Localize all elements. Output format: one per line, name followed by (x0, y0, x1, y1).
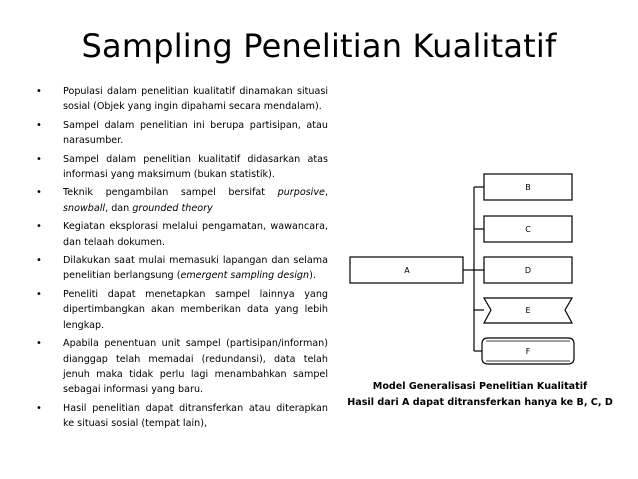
bullet-text: Dilakukan saat mulai memasuki lapangan dan selama penelitian berlangsung ( (63, 255, 328, 282)
bullet-text: , (324, 187, 328, 199)
bullet-dot: • (36, 288, 42, 300)
bullet-italic-text: emergent sampling design (180, 270, 310, 282)
bullet-italic-text: purposive (277, 187, 325, 199)
bullet-dot: • (36, 338, 42, 350)
bullet-italic-text: snowball (63, 202, 106, 214)
box-c-label: C (525, 225, 531, 234)
bullet-dot: • (36, 153, 42, 165)
bullet-dot: • (36, 187, 42, 199)
box-e-label: E (525, 306, 531, 315)
bullet-text: Sampel dalam penelitian kualitatif didasarkan atas informasi yang maksimum (bukan statistik). (63, 153, 328, 181)
bullet-dot: • (36, 255, 42, 267)
slide-title: Sampling Penelitian Kualitatif (81, 27, 557, 65)
bullet-dot: • (36, 86, 42, 97)
bullet-text: Apabila penentuan unit sampel (partisipan/informan) dianggap telah memadai (redundansi), data telah jenuh maka tidak perlu lagi menambahkan sampel sebagai informasi yang baru. (63, 338, 328, 396)
box-f-label: F (525, 347, 531, 356)
box-a-label: A (404, 266, 410, 275)
bullet-text: ). (309, 270, 316, 282)
bullet-text: Hasil penelitian dapat ditransferkan atau diterapkan ke situasi sosial (tempat lain), (63, 402, 328, 430)
bullet-text: Kegiatan eksplorasi melalui pengamatan, wawancara, dan telaah dokumen. (63, 221, 328, 248)
bullet-text: Peneliti dapat menetapkan sampel lainnya yang dipertimbangkan akan memberikan data yang lebih lengkap. (63, 288, 328, 331)
bullet-dot: • (36, 119, 42, 131)
bullet-text: , dan (105, 202, 133, 214)
bullet-text: Sampel dalam penelitian ini berupa partisipan, atau narasumber. (63, 119, 328, 147)
bullet-text: Populasi dalam penelitian kualitatif dinamakan situasi sosial (Objek yang ingin dipahami secara mendalam). (63, 86, 328, 113)
bullet-dot: • (36, 402, 42, 414)
caption-line-2: Hasil dari A dapat ditransferkan hanya ke B, C, D (347, 397, 613, 408)
diagram-caption (330, 379, 630, 411)
box-d-label: D (524, 266, 532, 275)
box-b-label: B (525, 183, 531, 192)
bullet-text: Teknik pengambilan sampel bersifat (63, 187, 278, 199)
bullet-dot: • (36, 221, 42, 233)
caption-line-1: Model Generalisasi Penelitian Kualitatif (372, 381, 588, 392)
bullet-italic-text: grounded theory (132, 202, 213, 214)
